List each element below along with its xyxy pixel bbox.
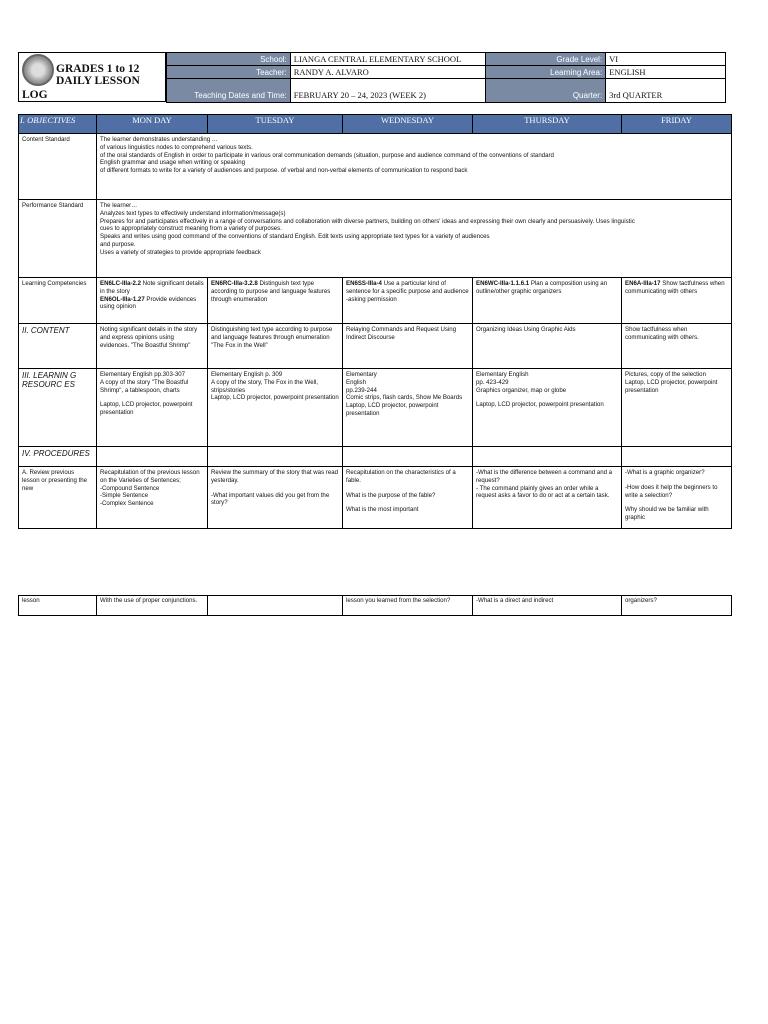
resources-mon [97,369,208,447]
review-label: A. Review previous lesson or presenting the new [19,467,97,529]
competency-mon [97,278,208,324]
continued-tue [208,596,343,616]
title-line2: DAILY LESSON [56,75,140,87]
content-thu: Organizing Ideas Using Graphic Aids [473,324,622,369]
resource-line: Laptop, LCD projector, powerpoint presentation [100,401,193,417]
resources-wed [343,369,473,447]
lesson-log-table [18,114,732,529]
review-mon [97,467,208,529]
review-gap [211,485,339,492]
grade-value: VI [606,53,726,66]
resources-tue [208,369,343,447]
cs-line: of different formats to write for a variety of audiences and purpose. of verbal and non-verbal elements of communication to respond back [100,167,468,175]
resources-thu [473,369,622,447]
ps-line: and purpose. [100,240,136,248]
empty-cell [97,447,208,467]
ps-line: The learner… [100,202,138,209]
procedures-label: IV. PROCEDURES [19,447,97,467]
performance-standard-label: Performance Standard [19,200,97,278]
performance-standard-row [19,200,732,278]
resources-row [19,369,732,447]
review-gap [625,477,728,484]
quarter-value: 3rd QUARTER [606,79,726,103]
continued-fri: organizers? [622,596,732,616]
area-label: Learning Area: [486,66,606,79]
dates-label: Teaching Dates and Time: [167,79,291,103]
review-line: Recapitulation of the previous lesson on the Varieties of Sentences; [100,469,200,484]
procedures-row [19,447,732,467]
review-wed [343,467,473,529]
resource-line: Elementary English [476,371,529,378]
competency-code: EN6RC-IIIa-3.2.8 [211,280,258,287]
review-line: -Compound Sentence [100,484,160,492]
review-gap [625,499,728,506]
continued-label: lesson [19,596,97,616]
col-wednesday: WEDNESDAY [343,115,473,134]
resource-line: pp. 423-429 [476,378,509,386]
resource-line: Elementary English p. 309 [211,371,283,378]
continued-thu: -What is a direct and indirect [473,596,622,616]
table-header-row [19,115,732,134]
resources-label: III. LEARNIN G RESOURC ES [19,369,97,447]
resource-line: Pictures, copy of the selection [625,371,706,378]
resource-line: Comic strips, flash cards, Show Me Boards [346,394,463,402]
empty-cell [622,447,732,467]
competency-code: EN6A-IIIa-17 [625,280,661,287]
competency-wed [343,278,473,324]
review-tue [208,467,343,529]
review-line: -What important values did you get from the story? [211,491,330,507]
continued-row [19,596,732,616]
competency-thu [473,278,622,324]
review-thu [473,467,622,529]
content-standard-label: Content Standard [19,134,97,200]
continued-table [18,595,732,616]
resource-line: Laptop, LCD projector, powerpoint presentation [476,401,604,409]
resource-gap [476,394,618,401]
review-row [19,467,732,529]
deped-seal-icon [22,54,54,86]
col-tuesday: TUESDAY [208,115,343,134]
area-value: ENGLISH [606,66,726,79]
cs-line: The learner demonstrates understanding … [100,136,218,143]
col-friday: FRIDAY [622,115,732,134]
col-thursday: THURSDAY [473,115,622,134]
ps-line: Prepares for and participates effectively in a range of conversations and collaboration with diverse partners, building on others' ideas and expressing their own clearly and persuasively. Uses linguistic [100,217,635,225]
review-line: -What is a graphic organizer? [625,469,705,476]
competency-tue [208,278,343,324]
competency-text: Provide evidences using opinion [100,295,197,311]
empty-cell [473,447,622,467]
review-line: - The command plainly gives an order while a request asks a favor to do or act at a certain task. [476,484,610,500]
resource-line: pp.239-244 [346,386,377,394]
review-line: What is the purpose of the fable? [346,491,436,499]
review-line: -How does it help the beginners to write a selection? [625,483,718,499]
school-value: LIANGA CENTRAL ELEMENTARY SCHOOL [290,53,486,66]
ps-line: cues to appropriately construct meaning from a variety of purposes. [100,225,282,233]
ps-line: Analyzes text types to effectively understand information/message(s) [100,209,286,217]
cs-line: English grammar and usage when writing or speaking [100,159,245,167]
competency-code: EN6WC-IIIa-1.1.6.1 [476,280,530,287]
competency-text: Plan a composition using an outline/other graphic organizers [476,280,608,295]
content-tue [208,324,343,369]
resource-line: Elementary [346,371,377,378]
competency-text: -asking permission [346,295,397,303]
resource-line: English [346,378,366,386]
teacher-value: RANDY A. ALVARO [290,66,486,79]
competency-text: Distinguish text type according to purpose and language features through enumeration [211,280,331,303]
resource-line: Elementary English pp.303-307 [100,371,186,378]
continued-mon: With the use of proper conjunctions. [97,596,208,616]
performance-standard-text [97,200,732,278]
competency-code: EN6SS-IIIa-4 [346,280,382,287]
resource-gap [100,394,204,401]
content-label: II. CONTENT [19,324,97,369]
content-text: "The Fox in the Well" [211,341,268,349]
empty-cell [343,447,473,467]
competency-text: Use a particular kind of sentence for a specific purpose and audience [346,280,469,295]
grade-label: Grade Level: [486,53,606,66]
col-objectives: I. OBJECTIVES [19,115,97,134]
competency-text: Note significant details in the story [100,280,204,295]
ps-line: Uses a variety of strategies to provide appropriate feedback [100,248,261,256]
ps-line: Speaks and writes using good command of the conventions of standard English. Edit texts using appropriate text types for a variety of audiences [100,233,490,241]
cs-line: of the oral standards of English in order to participate in various oral communication demands (situation, purpose and audience command of the conventions of standard [100,151,554,159]
resource-line: A copy of the story, The Fox in the Well, strips/stories [211,378,319,394]
dates-value: FEBRUARY 20 – 24, 2023 (WEEK 2) [290,79,486,103]
content-text: Distinguishing text type according to purpose and language features through enumeration [211,326,333,341]
competency-code: EN6OL-IIIa-1.27 [100,295,145,303]
resource-line: Laptop, LCD projector, powerpoint presentation [211,394,339,402]
competency-fri [622,278,732,324]
content-mon: Noting significant details in the story and express opinions using evidences. "The Boastful Shrimp" [97,324,208,369]
review-line: Recapitulation on the characteristics of a fable. [346,469,456,484]
review-gap [346,485,469,492]
continued-wed: lesson you learned from the selection? [343,596,473,616]
quarter-label: Quarter: [486,79,606,103]
resource-line: Laptop, LCD projector, powerpoint presentation [346,402,439,417]
title-line3: LOG [22,89,48,101]
header-info-table [166,52,726,103]
resource-line: A copy of the story "The Boastful Shrimp", a tablespoon, charts [100,378,189,394]
competency-code: EN6LC-IIIa-2.2 [100,280,141,287]
competencies-row [19,278,732,324]
competencies-label: Learning Competencies [19,278,97,324]
content-wed: Relaying Commands and Request Using Indirect Discourse [343,324,473,369]
resource-line: Laptop, LCD projector, powerpoint presentation [625,378,718,394]
review-line: Why should we be familiar with graphic [625,506,709,522]
review-line: -Complex Sentence [100,500,154,508]
review-gap [346,499,469,506]
school-label: School: [167,53,291,66]
content-standard-text [97,134,732,200]
empty-cell [208,447,343,467]
title-line1: GRADES 1 to 12 [56,63,140,75]
review-line: -Simple Sentence [100,492,149,500]
review-line: What is the most important [346,506,419,514]
resources-fri [622,369,732,447]
content-fri: Show tactfulness when communicating with others. [622,324,732,369]
cs-line: of various linguistics nodes to comprehend various texts. [100,143,253,151]
resource-line: Graphics organizer, map or globe [476,386,567,394]
review-line: Review the summary of the story that was read yesterday. [211,469,339,484]
content-row [19,324,732,369]
competency-text: Show tactfulness when communicating with others [625,280,725,295]
review-line: -What is the difference between a command and a request? [476,469,613,484]
teacher-label: Teacher: [167,66,291,79]
review-fri [622,467,732,529]
col-monday: MON DAY [97,115,208,134]
content-standard-row [19,134,732,200]
